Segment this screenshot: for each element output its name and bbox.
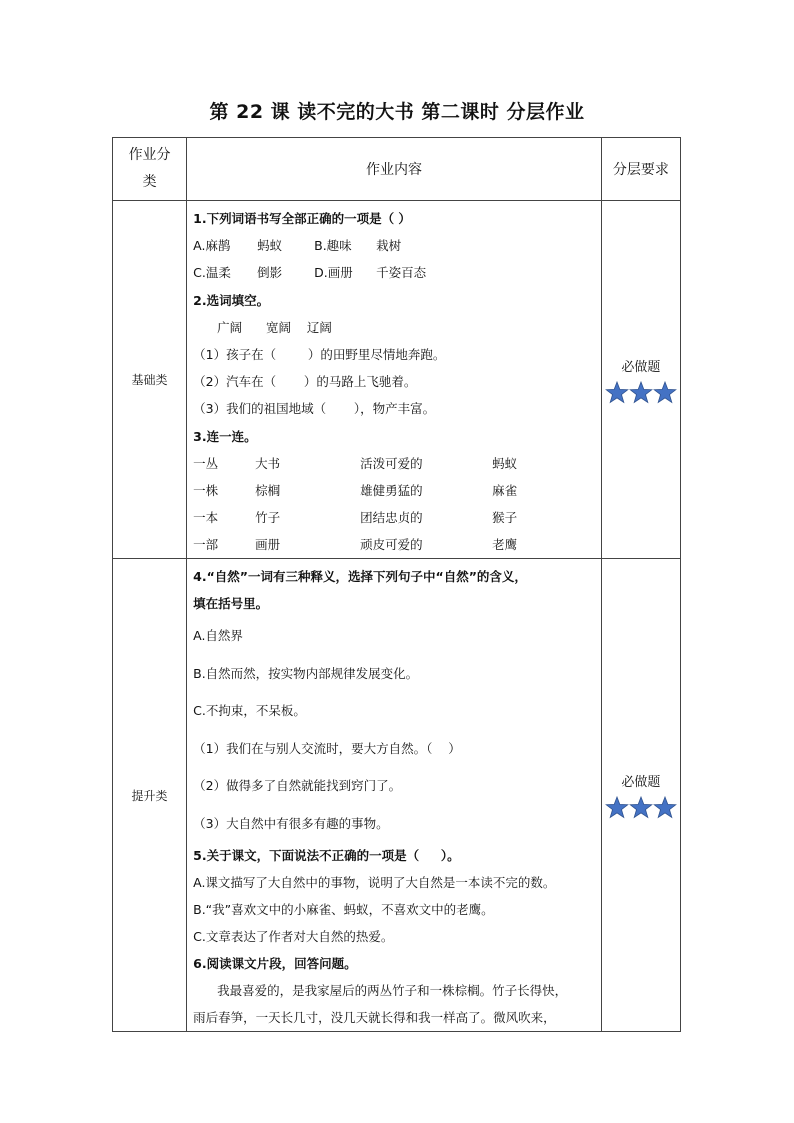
header-category-line1: 作业分 <box>128 147 171 163</box>
question-2-title: 2.选词填空。 <box>193 292 270 308</box>
matching-row: 一丛 大书 活泼可爱的 蚂蚁 <box>193 455 518 471</box>
star-icon <box>653 796 677 819</box>
star-icon <box>653 381 677 404</box>
category-basic: 基础类 <box>113 201 187 559</box>
question-6-title: 6.阅读课文片段，回答问题。 <box>193 956 357 972</box>
question-4-def-b: B.自然而然，按实物内部规律发展变化。 <box>193 665 419 681</box>
question-2-item-2: （2）汽车在（ ）的马路上飞驰着。 <box>193 374 417 390</box>
requirement-label: 必做题 <box>621 775 661 791</box>
header-content: 作业内容 <box>187 138 602 201</box>
question-4-title-line1: 4.“自然”一词有三种释义，选择下列句子中“自然”的含义， <box>193 569 527 585</box>
content-basic <box>187 201 602 559</box>
category-advanced: 提升类 <box>113 559 187 1032</box>
requirement-label: 必做题 <box>621 359 661 375</box>
homework-table <box>112 137 681 1032</box>
star-icon <box>605 381 629 404</box>
requirement-basic <box>601 201 680 559</box>
header-level: 分层要求 <box>601 138 680 201</box>
question-2-item-3: （3）我们的祖国地域（ ），物产丰富。 <box>193 401 436 417</box>
question-4-def-c: C.不拘束，不呆板。 <box>193 703 306 719</box>
question-1-options-ab: A.麻鹊 蚂蚁 B.趣味 栽树 <box>193 238 402 254</box>
question-4-item-3: （3）大自然中有很多有趣的事物。 <box>193 815 389 831</box>
matching-row: 一株 棕榈 雄健勇猛的 麻雀 <box>193 482 518 498</box>
star-rating-advanced <box>602 796 680 819</box>
star-icon <box>629 796 653 819</box>
question-6-passage-line2: 雨后春笋，一天长几寸，没几天就长得和我一样高了。微风吹来， <box>193 1010 556 1026</box>
table-row-basic <box>113 201 681 559</box>
question-4-item-2: （2）做得多了自然就能找到窍门了。 <box>193 778 402 794</box>
question-5-title: 5.关于课文，下面说法不正确的一项是（ ）。 <box>193 848 460 864</box>
content-advanced <box>187 559 602 1032</box>
star-rating-basic <box>602 381 680 404</box>
star-icon <box>605 796 629 819</box>
question-5-option-c: C.文章表达了作者对大自然的热爱。 <box>193 929 394 945</box>
requirement-advanced <box>601 559 680 1032</box>
question-6-passage-line1: 我最喜爱的，是我家屋后的两丛竹子和一株棕榈。竹子长得快， <box>217 983 568 999</box>
question-5-option-a: A.课文描写了大自然中的事物，说明了大自然是一本读不完的数。 <box>193 875 556 891</box>
matching-row: 一部 画册 顽皮可爱的 老鹰 <box>193 537 518 553</box>
question-2-item-1: （1）孩子在（ ）的田野里尽情地奔跑。 <box>193 346 446 362</box>
header-category <box>113 138 187 201</box>
question-1-options-cd: C.温柔 倒影 D.画册 千姿百态 <box>193 265 427 281</box>
header-category-line2: 类 <box>142 174 157 190</box>
matching-row: 一本 竹子 团结忠贞的 猴子 <box>193 510 518 526</box>
table-header-row <box>113 138 681 201</box>
table-row-advanced <box>113 559 681 1032</box>
question-4-def-a: A.自然界 <box>193 628 243 644</box>
question-2-word-bank: 广阔 宽阔 辽阔 <box>217 319 332 335</box>
question-4-item-1: （1）我们在与别人交流时，要大方自然。（ ） <box>193 740 461 756</box>
star-icon <box>629 381 653 404</box>
question-1-title: 1.下列词语书写全部正确的一项是（ ） <box>193 211 411 226</box>
question-3-title: 3.连一连。 <box>193 428 257 444</box>
page-title: 第 22 课 读不完的大书 第二课时 分层作业 <box>209 101 585 123</box>
question-4-title-line2: 填在括号里。 <box>193 596 269 612</box>
question-5-option-b: B.“我”喜欢文中的小麻雀、蚂蚁，不喜欢文中的老鹰。 <box>193 902 494 918</box>
